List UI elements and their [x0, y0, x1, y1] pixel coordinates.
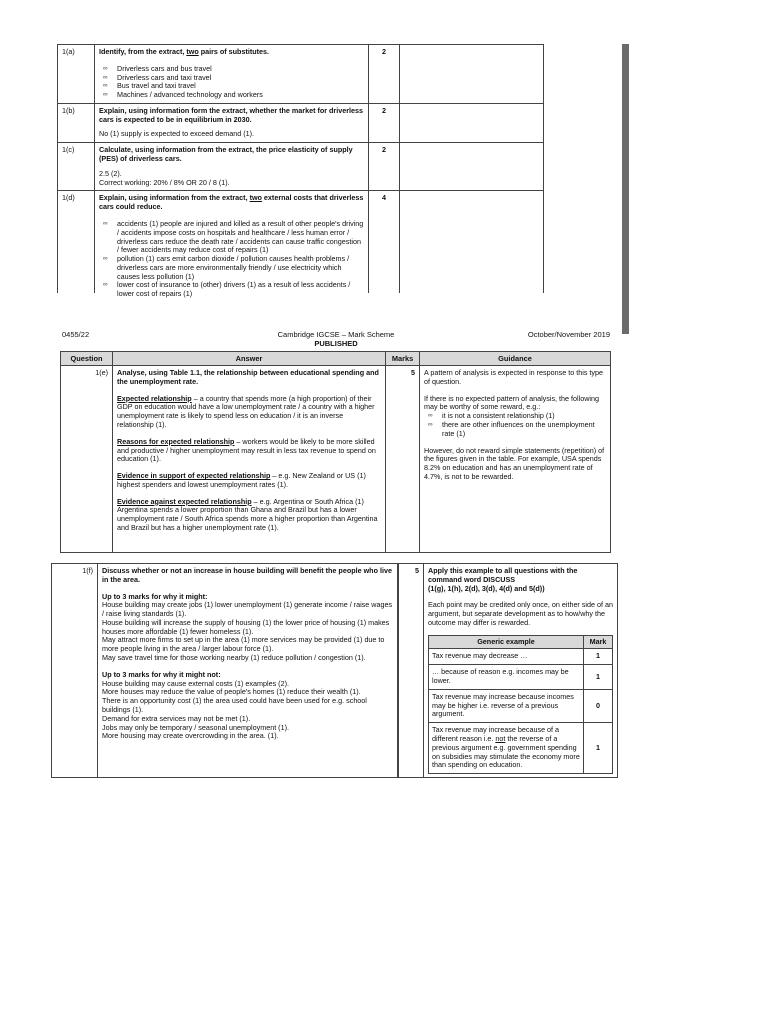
answer-line: Jobs may only be temporary / seasonal unemployment (1). — [102, 722, 289, 732]
published-label: PUBLISHED — [314, 339, 358, 348]
column-header-answer: Answer — [113, 352, 386, 366]
marks-value: 5 — [386, 366, 420, 553]
table-row — [58, 191, 544, 294]
question-number: 1(d) — [58, 191, 95, 294]
answer-line: House building may cause external costs (1) examples (2). — [102, 678, 289, 688]
answer-cell — [95, 103, 369, 142]
example-text: Tax revenue may decrease … — [429, 649, 584, 665]
answer-bullets — [99, 220, 364, 299]
marks-value: 2 — [369, 103, 400, 142]
mark-scheme-table-1f — [51, 563, 618, 778]
answer-bullets — [99, 65, 364, 100]
guidance-text: If there is no expected pattern of analysis, the following may be worthy of some reward, e.g.: — [424, 393, 599, 412]
page-scrollbar[interactable] — [622, 44, 629, 334]
list-item: ∞ Driverless cars and bus travel — [103, 65, 364, 74]
guidance-title: Apply this example to all questions with the command word DISCUSS — [428, 566, 578, 584]
answer-text: 2.5 (2). — [99, 168, 122, 178]
guidance-cell — [424, 564, 618, 778]
question-number: 1(c) — [58, 143, 95, 191]
answer-cell — [95, 45, 369, 104]
answer-line: More houses may reduce the value of people's homes (1) reduce their wealth (1). — [102, 687, 361, 697]
guidance-cell — [400, 103, 544, 142]
list-item: ∞ Driverless cars and taxi travel — [103, 74, 364, 83]
answer-paragraph: Expected relationship – a country that spends more (a high proportion) of their GDP on education would have a low unemployment rate / a country with a higher unemployment rate is likely to spend less on education / it is an inverse relationship (1). — [117, 393, 375, 429]
question-number: 1(e) — [61, 366, 113, 553]
generic-example-table — [428, 635, 613, 774]
answer-cell — [98, 564, 399, 778]
table-row — [58, 103, 544, 142]
answer-text: No (1) supply is expected to exceed demand (1). — [99, 129, 255, 139]
section-heading: Up to 3 marks for why it might not: — [102, 669, 221, 679]
example-mark: 0 — [584, 689, 613, 722]
table-header-row — [61, 352, 611, 366]
table-row — [429, 665, 613, 690]
question-number: 1(f) — [52, 564, 98, 778]
marks-value: 5 — [398, 564, 424, 778]
column-header-mark: Mark — [584, 635, 613, 649]
list-item: ∞ Bus travel and taxi travel — [103, 82, 364, 91]
guidance-cell — [400, 143, 544, 191]
table-header-row — [429, 635, 613, 649]
marks-value: 2 — [369, 143, 400, 191]
guidance-intro: A pattern of analysis is expected in response to this type of question. — [424, 368, 603, 386]
question-prompt: Calculate, using information from the extract, the price elasticity of supply (PES) of driverless cars. — [99, 145, 353, 164]
column-header-guidance: Guidance — [420, 352, 611, 366]
list-item: ∞ pollution (1) cars emit carbon dioxide / pollution causes health problems / driverless cars are more environmentally friendly / use electricity which causes less pollution (1) — [103, 255, 364, 281]
list-item: ∞ there are other influences on the unemployment rate (1) — [428, 421, 606, 439]
table-row — [61, 366, 611, 553]
guidance-question-list: (1(g), 1(h), 2(d), 3(d), 4(d) and 5(d)) — [428, 583, 545, 593]
answer-line: There is an opportunity cost (1) the area used could have been used for e.g. school buildings (1). — [102, 696, 367, 714]
document-title: Cambridge IGCSE – Mark Scheme — [277, 330, 395, 339]
list-item: ∞ lower cost of insurance to (other) drivers (1) as a result of less accidents / lower cost of repairs (1) — [103, 281, 364, 299]
answer-line: May save travel time for those working nearby (1) reduce pollution / congestion (1). — [102, 653, 366, 663]
example-text: Tax revenue may increase because incomes may be higher i.e. reverse of a previous argument. — [429, 689, 584, 722]
answer-cell — [95, 143, 369, 191]
answer-paragraph: Evidence in support of expected relationship – e.g. New Zealand or US (1) highest spenders and lowest unemployment rates (1). — [117, 471, 366, 489]
table-row — [429, 689, 613, 722]
list-item: ∞ it is not a consistent relationship (1) — [428, 412, 606, 421]
example-text: Tax revenue may increase because of a different reason i.e. not the reverse of a previous argument e.g. government spending on subsidies may stimulate the economy more than spending on education. — [429, 723, 584, 774]
mark-scheme-table-1e — [60, 351, 611, 553]
table-row — [58, 45, 544, 104]
answer-text: Correct working: 20% / 8% OR 20 / 8 (1). — [99, 177, 230, 187]
table-row — [429, 723, 613, 774]
exam-session: October/November 2019 — [527, 330, 610, 339]
question-prompt: Identify, from the extract, two pairs of substitutes. — [99, 47, 270, 56]
column-header-example: Generic example — [429, 635, 584, 649]
example-mark: 1 — [584, 649, 613, 665]
question-number: 1(b) — [58, 103, 95, 142]
section-heading: Up to 3 marks for why it might: — [102, 591, 208, 601]
marks-value: 4 — [369, 191, 400, 294]
guidance-cell — [400, 45, 544, 104]
answer-cell — [113, 366, 386, 553]
answer-line: Demand for extra services may not be met (1). — [102, 713, 251, 723]
example-mark: 1 — [584, 723, 613, 774]
guidance-bullets — [424, 412, 606, 438]
list-item: ∞ Machines / advanced technology and workers — [103, 91, 364, 100]
question-prompt: Explain, using information from the extract, two external costs that driverless cars could reduce. — [99, 193, 364, 212]
table-row — [52, 564, 618, 778]
question-prompt: Explain, using information form the extract, whether the market for driverless cars is expected to be in equilibrium in 2030. — [99, 105, 364, 124]
example-mark: 1 — [584, 665, 613, 690]
marks-value: 2 — [369, 45, 400, 104]
answer-line: House building may create jobs (1) lower unemployment (1) generate income / raise wages / raise living standards (1). — [102, 600, 393, 619]
answer-paragraph: Reasons for expected relationship – workers would be likely to be more skilled and productive / higher unemployment may result in less tax revenue to spend on education (1). — [117, 436, 376, 464]
answer-cell — [95, 191, 369, 299]
example-text: … because of reason e.g. incomes may be lower. — [429, 665, 584, 690]
question-prompt: Analyse, using Table 1.1, the relationship between educational spending and the unemployment rate. — [117, 368, 379, 386]
table-row — [58, 143, 544, 191]
list-item: ∞ accidents (1) people are injured and killed as a result of other people's driving / accidents impose costs on hospitals and healthcare / less human error / driverless cars reduce the death rate / accidents can cause traffic congestion / fewer accidents may reduce cost of repairs (1) — [103, 220, 364, 255]
answer-line: More housing may create overcrowding in the area. (1). — [102, 731, 279, 741]
question-number: 1(a) — [58, 45, 95, 104]
question-prompt: Discuss whether or not an increase in house building will benefit the people who live in the area. — [102, 566, 392, 584]
guidance-text: However, do not reward simple statements (repetition) of the figures given in the table. For example, USA spends 8.2% on education and has an unemployment rate of 4.7%, is not to be rewarded. — [424, 445, 605, 481]
column-header-marks: Marks — [386, 352, 420, 366]
answer-line: House building will increase the supply of housing (1) the lower price of housing (1) makes houses more affordable (1) fewer homeless (1). — [102, 617, 390, 636]
column-header-question: Question — [61, 352, 113, 366]
answer-paragraph: Evidence against expected relationship – e.g. Argentina or South Africa (1) Argentina spends a lower proportion than Ghana and Brazil but has a lower unemployment rate / South Africa spends more a higher proportion than Argentina and Brazil but has a higher unemployment rate (1). — [117, 496, 378, 532]
top-mark-scheme-table — [57, 44, 544, 299]
answer-line: May attract more firms to set up in the area (1) more services may be provided (1) due to more people living in the area / larger labour force (1). — [102, 635, 385, 654]
guidance-text: Each point may be credited only once, on either side of an argument, but separate development as to how/why the outcome may differ is rewarded. — [428, 600, 613, 627]
guidance-cell — [400, 191, 544, 294]
table-row — [429, 649, 613, 665]
guidance-cell — [420, 366, 611, 553]
paper-code: 0455/22 — [62, 330, 90, 339]
